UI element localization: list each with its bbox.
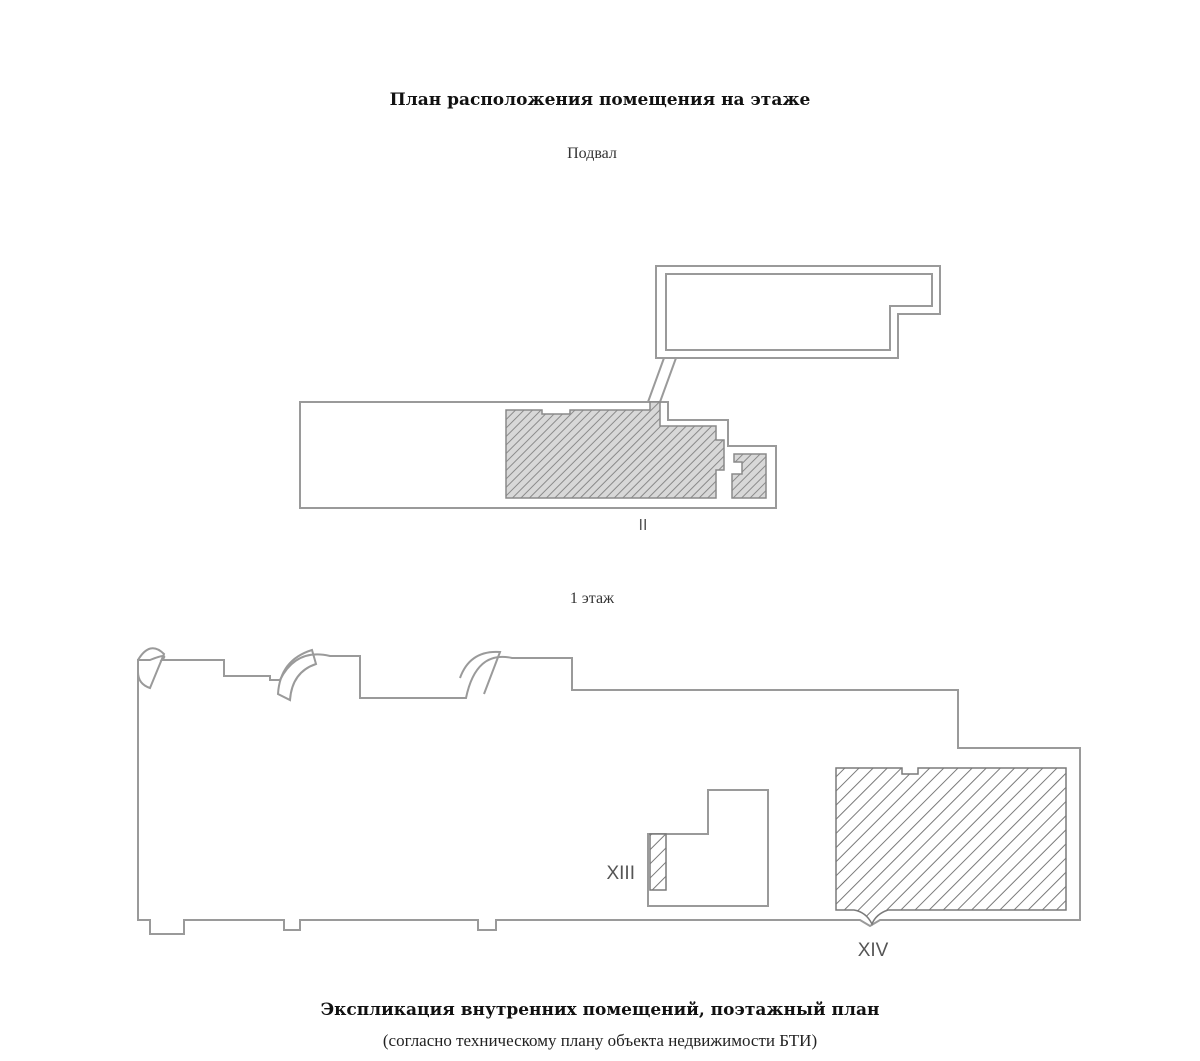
document-title: План расположения помещения на этаже xyxy=(389,90,811,110)
floor-label-first: 1 этаж xyxy=(569,590,615,607)
room-label-II: II xyxy=(638,517,648,534)
room-II-annex xyxy=(732,454,766,498)
room-XIV-area xyxy=(836,768,1066,924)
basement-upper-block-inner xyxy=(666,274,932,350)
room-XIII-area xyxy=(650,834,666,890)
room-label-XIII: XIII xyxy=(606,863,635,884)
room-label-XIV: XIV xyxy=(857,940,889,961)
basement-plan xyxy=(300,266,940,534)
explication-subtitle: (согласно техническому плану объекта недвижимости БТИ) xyxy=(382,1031,818,1050)
explication-title: Экспликация внутренних помещений, поэтажный план xyxy=(320,1000,880,1020)
basement-upper-block-outer xyxy=(656,266,940,358)
room-II-area xyxy=(506,402,724,498)
first-floor-door-arc-1 xyxy=(138,648,164,688)
first-floor-plan xyxy=(138,648,1080,961)
basement-corridor xyxy=(648,358,676,402)
floor-label-basement: Подвал xyxy=(567,145,617,162)
